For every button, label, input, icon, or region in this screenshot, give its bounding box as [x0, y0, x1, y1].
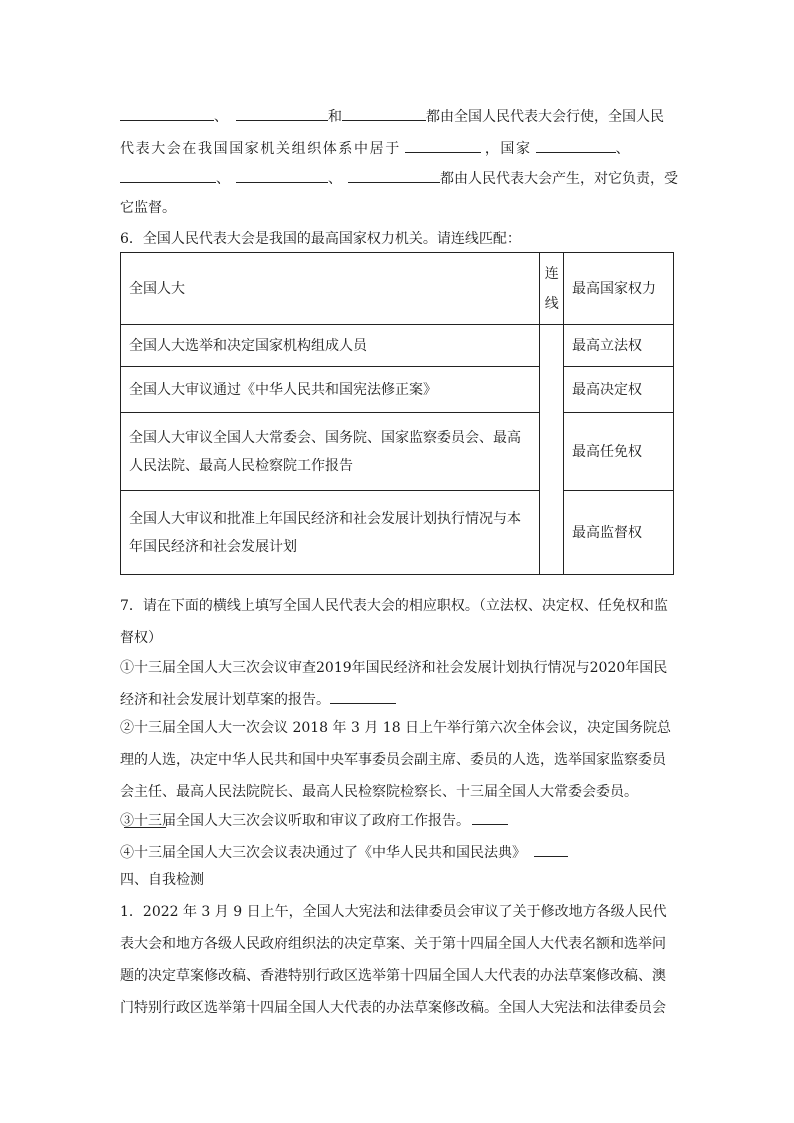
question-6-title: 6．全国人民代表大会是我国的最高国家权力机关。请连线匹配：	[120, 231, 521, 247]
question-7-item-3: ③十三届全国人大三次会议听取和审议了政府工作报告。	[120, 808, 508, 828]
answer-blank[interactable]	[534, 840, 568, 857]
answer-blank[interactable]	[236, 104, 328, 121]
row-right[interactable]: 最高监督权	[564, 491, 674, 575]
row-left[interactable]: 全国人大审议通过《中华人民共和国宪法修正案》	[121, 367, 540, 413]
question-7-item-1: ①十三届全国人大三次会议审查2019年国民经济和社会发展计划执行情况与2020年国民经济和社会发展计划草案的报告。	[120, 660, 668, 708]
header-right: 最高国家权力	[564, 253, 674, 325]
row-left[interactable]: 全国人大选举和决定国家机构组成人员	[121, 325, 540, 367]
fill-line-1: 、 和 都由全国人民代表大会行使，全国人民	[120, 104, 676, 124]
section-4-question-1: 1．2022 年 3 月 9 日上午，全国人大宪法和法律委员会审议了关于修改地方各级人民代表大会和地方各级人民政府组织法的决定草案、关于第十四届全国人大代表名额和选举问题的决定草案修改稿、香港特别行政区选举第十四届全国人大代表的办法草案修改稿、澳门特别行政区选举第十四届全国人大代表的办法草案修改稿。全国人大宪法和法律委员会	[120, 904, 667, 1016]
table-row	[121, 325, 674, 367]
connect-area[interactable]	[540, 325, 564, 575]
question-7-item-2: ②十三届全国人大一次会议 2018 年 3 月 18 日上午举行第六次全体会议，决定国务院总理的人选，决定中华人民共和国中央军事委员会副主席、委员的人选，选举国家监察委员会主任、最高人民法院院长、最高人民检察院检察长、十三届全国人大常委会委员。	[120, 712, 676, 840]
header-connect: 连线	[540, 253, 564, 325]
fill-line-3: 、 、 都由人民代表大会产生，对它负责，受	[120, 166, 676, 186]
row-right[interactable]: 最高任免权	[564, 413, 674, 491]
table-row	[121, 367, 674, 413]
table-row	[121, 413, 674, 491]
answer-blank[interactable]	[342, 104, 426, 121]
fill-line-4: 它监督。	[120, 200, 176, 216]
answer-blank[interactable]	[472, 808, 508, 825]
table-row	[121, 491, 674, 575]
header-left: 全国人大	[121, 253, 540, 325]
answer-blank[interactable]	[536, 136, 616, 153]
matching-table	[120, 252, 674, 575]
question-7-title: 7．请在下面的横线上填写全国人民代表大会的相应职权。（立法权、决定权、任免权和监督权）	[120, 598, 668, 646]
row-right[interactable]: 最高决定权	[564, 367, 674, 413]
section-heading: 四、自我检测	[120, 872, 204, 888]
answer-blank[interactable]	[405, 136, 481, 153]
question-7-item-4: ④十三届全国人大三次会议表决通过了《中华人民共和国民法典》	[120, 840, 568, 860]
answer-blank[interactable]	[120, 166, 216, 183]
table-header-row	[121, 253, 674, 325]
fill-line-2: 代表大会在我国国家机关组织体系中居于 ，国家 、	[120, 136, 676, 156]
row-left[interactable]: 全国人大审议和批准上年国民经济和社会发展计划执行情况与本年国民经济和社会发展计划	[121, 491, 540, 575]
answer-blank[interactable]	[120, 104, 214, 121]
answer-blank[interactable]	[236, 166, 328, 183]
row-left[interactable]: 全国人大审议全国人大常委会、国务院、国家监察委员会、最高人民法院、最高人民检察院工作报告	[121, 413, 540, 491]
answer-blank[interactable]	[330, 687, 396, 704]
answer-blank[interactable]	[348, 166, 440, 183]
row-right[interactable]: 最高立法权	[564, 325, 674, 367]
